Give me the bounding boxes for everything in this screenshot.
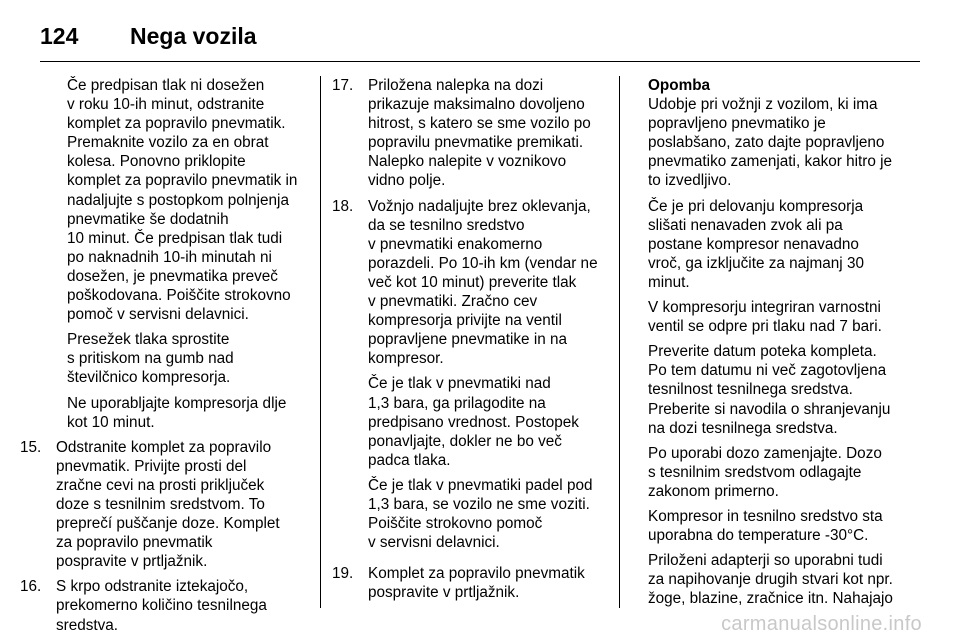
page-header: [40, 16, 257, 56]
list-number: 17.: [332, 77, 354, 94]
paragraph: Preverite datum poteka kompleta. Po tem datumu ni več zagotovljena tesnilnost tesnilnega sredstva. Preberite si navodila o shranjevanju na dozi tesnilnega sredstva.: [648, 343, 891, 437]
column-divider: [320, 76, 321, 608]
note-text: Udobje pri vožnji z vozilom, ki ima popravljeno pnevmatiko je poslabšano, zato dajte popravljeno pnevmatiko zamenjati, kakor hitro je to izvedljivo.: [648, 96, 893, 190]
column-1: [20, 76, 308, 641]
paragraph: Po uporabi dozo zamenjajte. Dozo s tesnilnim sredstvom odlagajte zakonom primerno.: [648, 444, 882, 500]
list-text: Odstranite komplet za popravilo pnevmatik. Privijte prosti del zračne cevi na prosti priključek doze s tesnilnim sredstvom. To preprečí puščanje doze. Komplet za popravilo pnevmatik pospravite v prtljažnik.: [56, 438, 280, 571]
note-heading: Opomba: [648, 77, 711, 94]
watermark: carmanualsonline.info: [721, 613, 922, 635]
paragraph: Presežek tlaka sprostite s pritiskom na gumb nad številčnico kompresorja.: [67, 331, 234, 387]
paragraph: Kompresor in tesnilno sredstvo sta uporabna do temperature -30°C.: [648, 507, 883, 545]
list-item: [20, 577, 308, 634]
list-number: 16.: [20, 578, 42, 596]
list-text: Vožnjo nadaljujte brez oklevanja, da se tesnilno sredstvo v pnevmatiki enakomerno porazdeli. Po 10-ih km (vendar ne več kot 10 minut) preverite tlak v pnevmatiki. Zračno cev kompresorja privijte na ventil popravljene pnevmatike in na kompresor.: [368, 197, 598, 368]
paragraph: Ne uporabljajte kompresorja dlje kot 10 minut.: [67, 394, 287, 431]
list-text: Komplet za popravilo pnevmatik pospravite v prtljažnik.: [368, 565, 585, 602]
list-number: 15.: [20, 438, 42, 456]
paragraph: Če predpisan tlak ni dosežen v roku 10-ih minut, odstranite komplet za popravilo pnevmatik. Premaknite vozilo za en obrat kolesa. Ponovno priklopite komplet za popravilo pnevmatik in nadaljujte s postopkom polnjenja pnevmatike še dodatnih 10 minut. Če predpisan tlak tudi po naknadnih 10-ih minutah ni dosežen, je pnevmatika preveč poškodovana. Poiščite strokovno pomoč v servisni delavnici.: [67, 77, 298, 324]
list-number: 18.: [332, 197, 354, 215]
list-subparagraph: Če je tlak v pnevmatiki padel pod 1,3 bara, se vozilo ne sme voziti. Poiščite strokovno pomoč v servisni delavnici.: [368, 476, 593, 552]
list-item: [20, 438, 308, 572]
paragraph: Priloženi adapterji so uporabni tudi za napihovanje drugih stvari kot npr. žoge, blazine, zračnice itn. Nahajajo: [648, 552, 893, 608]
page-number: 124: [40, 22, 79, 49]
column-3: [648, 76, 908, 614]
header-rule: [40, 61, 920, 62]
list-subparagraph: Če je tlak v pnevmatiki nad 1,3 bara, ga prilagodite na predpisano vrednost. Postopek ponavljajte, dokler ne bo več padca tlaka.: [368, 375, 579, 469]
list-item: [332, 564, 607, 602]
chapter-title: Nega vozila: [130, 22, 257, 49]
list-text: Priložena nalepka na dozi prikazuje maksimalno dovoljeno hitrost, s katero se sme vozilo po popravilu pnevmatike premikati. Nalepko nalepite v voznikovo vidno polje.: [368, 77, 591, 190]
list-text: S krpo odstranite iztekajočo, prekomerno količino tesnilnega sredstva.: [56, 578, 267, 634]
list-item: [332, 197, 607, 559]
paragraph: Če je pri delovanju kompresorja slišati nenavaden zvok ali pa postane kompresor nenavadno vroč, ga izključite za najmanj 30 minut.: [648, 197, 864, 291]
column-divider: [619, 76, 620, 608]
paragraph: V kompresorju integriran varnostni ventil se odpre pri tlaku nad 7 bari.: [648, 299, 882, 336]
list-number: 19.: [332, 565, 354, 583]
list-item: [332, 76, 607, 191]
column-2: [332, 76, 607, 608]
